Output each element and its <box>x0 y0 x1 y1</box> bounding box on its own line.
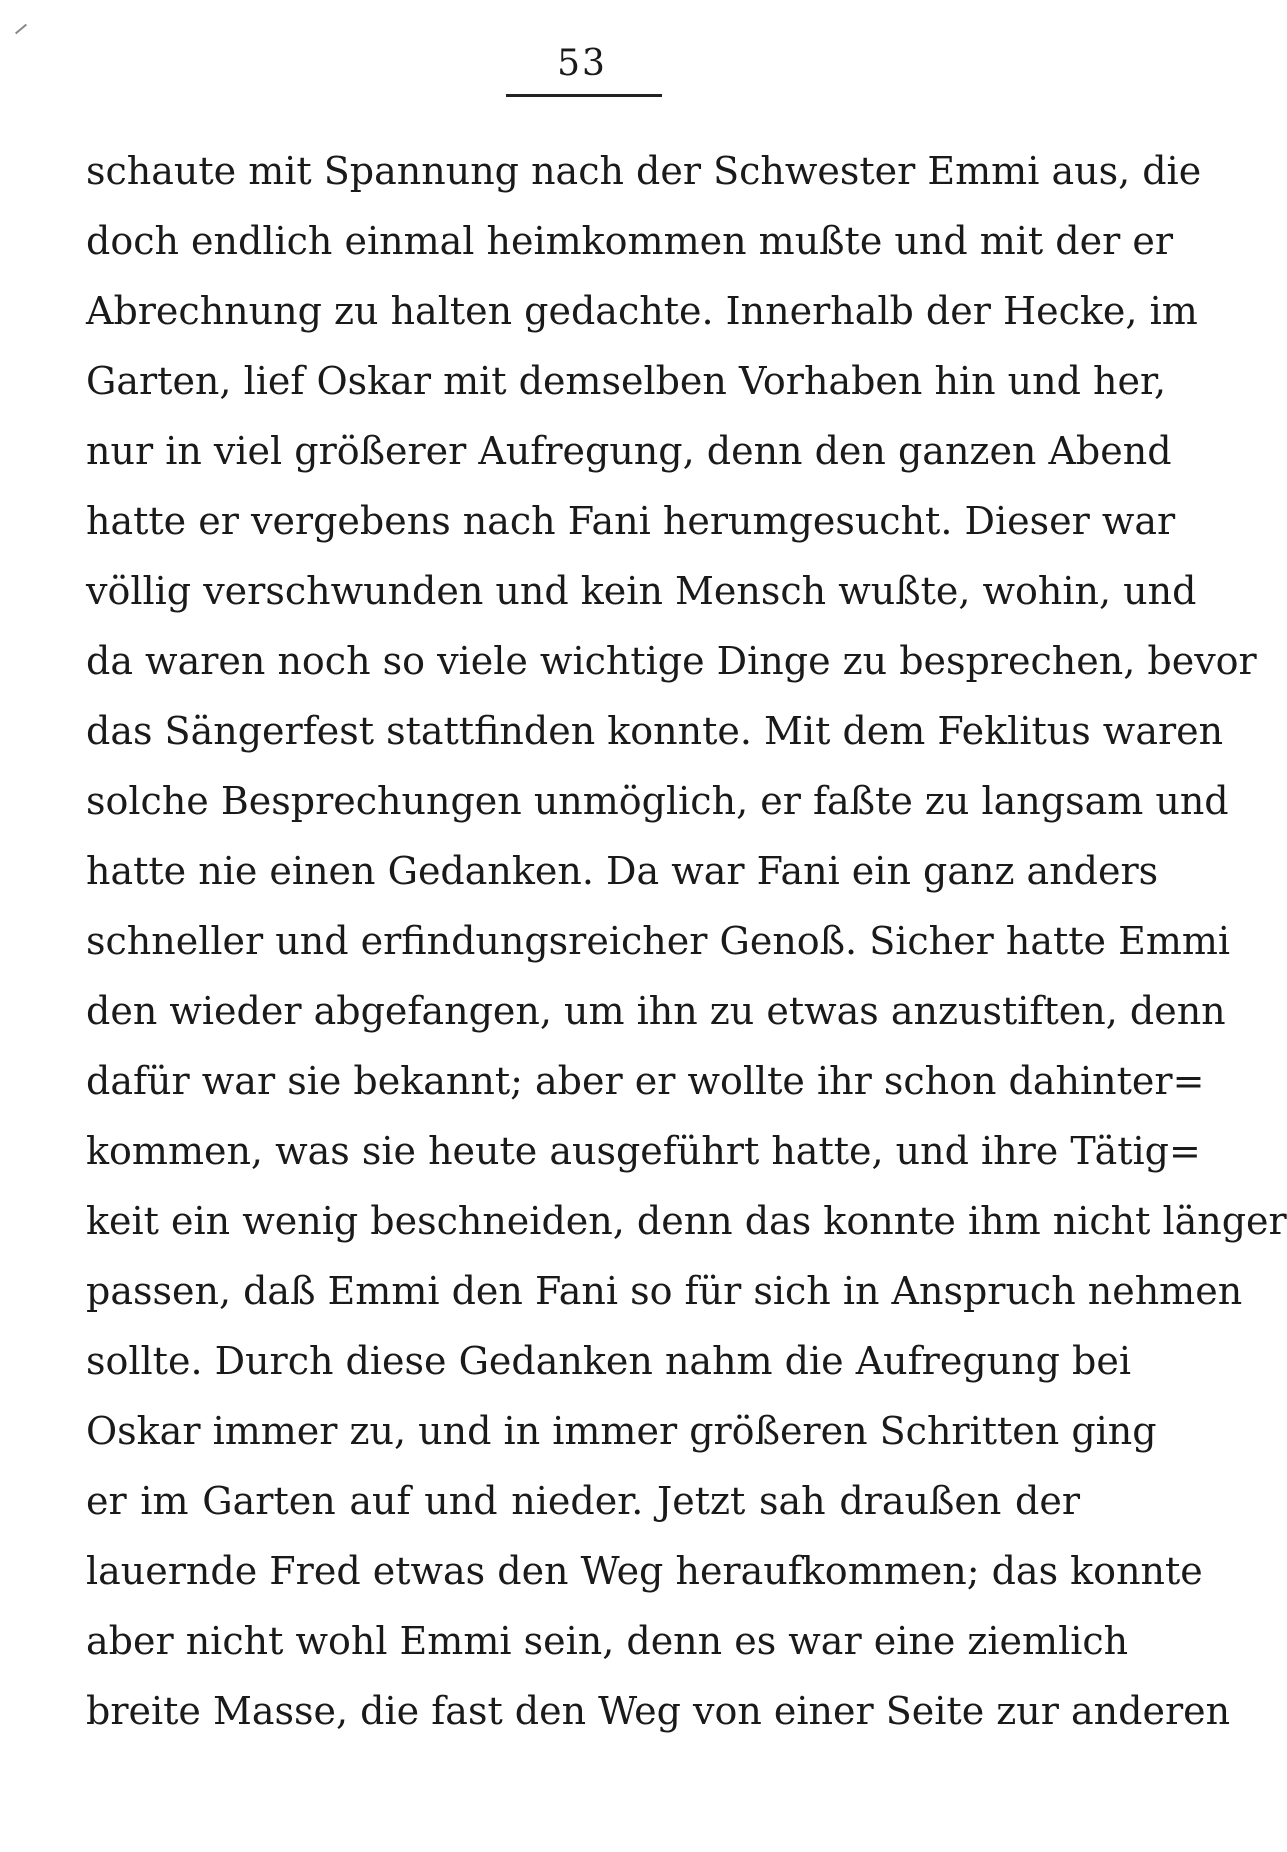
text-line: Oskar immer zu, und in immer größeren Schritten ging <box>86 1409 1157 1453</box>
text-line: den wieder abgefangen, um ihn zu etwas anzustiften, denn <box>86 989 1226 1033</box>
text-line: sollte. Durch diese Gedanken nahm die Aufregung bei <box>86 1339 1131 1383</box>
text-line: er im Garten auf und nieder. Jetzt sah draußen der <box>86 1479 1080 1523</box>
stray-pen-mark <box>15 24 27 35</box>
text-line: keit ein wenig beschneiden, denn das konnte ihm nicht länger <box>86 1199 1287 1243</box>
text-line: hatte nie einen Gedanken. Da war Fani ein ganz anders <box>86 849 1159 893</box>
text-line: nur in viel größerer Aufregung, denn den ganzen Abend <box>86 429 1172 473</box>
text-line: hatte er vergebens nach Fani herumgesucht. Dieser war <box>86 499 1176 543</box>
text-line: dafür war sie bekannt; aber er wollte ihr schon dahinter= <box>86 1059 1205 1103</box>
page-number-rule <box>506 94 662 97</box>
text-line: schneller und erfindungsreicher Genoß. Sicher hatte Emmi <box>86 919 1231 963</box>
text-line: breite Masse, die fast den Weg von einer Seite zur anderen <box>86 1689 1231 1733</box>
text-line: kommen, was sie heute ausgeführt hatte, und ihre Tätig= <box>86 1129 1201 1173</box>
text-line: Garten, lief Oskar mit demselben Vorhaben hin und her, <box>86 359 1167 403</box>
text-line: das Sängerfest stattfinden konnte. Mit dem Feklitus waren <box>86 709 1224 753</box>
text-line: Abrechnung zu halten gedachte. Innerhalb der Hecke, im <box>86 289 1198 333</box>
text-line: solche Besprechungen unmöglich, er faßte zu langsam und <box>86 779 1229 823</box>
text-line: passen, daß Emmi den Fani so für sich in Anspruch nehmen <box>86 1269 1243 1313</box>
text-line: aber nicht wohl Emmi sein, denn es war eine ziemlich <box>86 1619 1129 1663</box>
text-line: doch endlich einmal heimkommen mußte und mit der er <box>86 219 1173 263</box>
text-line: da waren noch so viele wichtige Dinge zu besprechen, bevor <box>86 639 1257 683</box>
text-line: völlig verschwunden und kein Mensch wußte, wohin, und <box>86 569 1197 613</box>
body-text <box>86 136 1287 1746</box>
text-line: lauernde Fred etwas den Weg heraufkommen; das konnte <box>86 1549 1203 1593</box>
text-line: schaute mit Spannung nach der Schwester Emmi aus, die <box>86 149 1202 193</box>
page-number: 53 <box>557 43 607 84</box>
